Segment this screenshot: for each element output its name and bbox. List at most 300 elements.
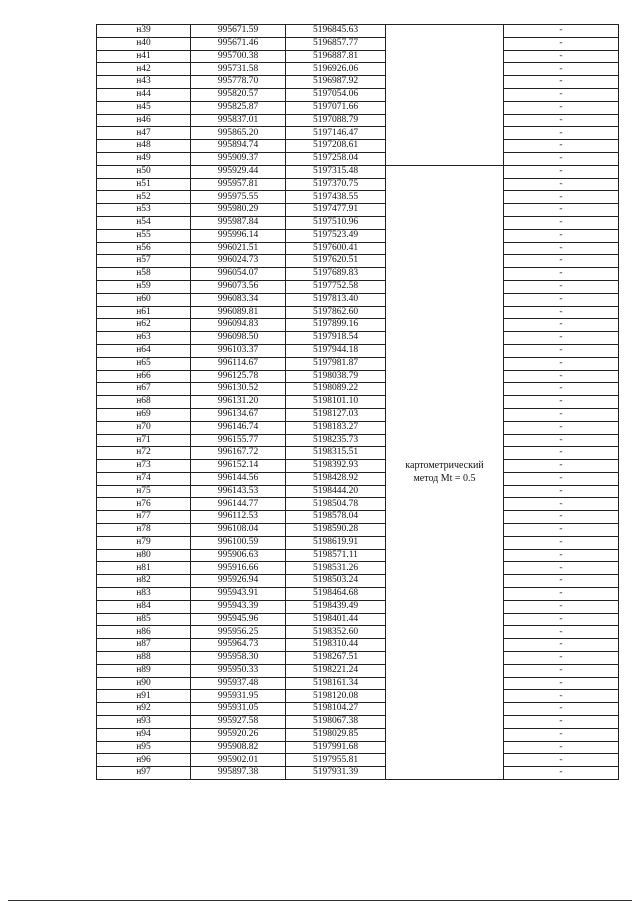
y-coordinate-cell: 5196987.92 — [286, 76, 386, 89]
table-row — [97, 191, 619, 204]
dash-cell: - — [504, 63, 619, 76]
x-coordinate-cell: 995931.05 — [191, 703, 286, 716]
point-id-cell: н76 — [97, 498, 191, 511]
table-row — [97, 511, 619, 524]
point-id-cell: н88 — [97, 652, 191, 665]
x-coordinate-cell: 995945.96 — [191, 613, 286, 626]
table-row — [97, 37, 619, 50]
x-coordinate-cell: 995920.26 — [191, 728, 286, 741]
y-coordinate-cell: 5198120.08 — [286, 690, 386, 703]
x-coordinate-cell: 995950.33 — [191, 664, 286, 677]
point-id-cell: н85 — [97, 613, 191, 626]
dash-cell: - — [504, 306, 619, 319]
x-coordinate-cell: 996134.67 — [191, 408, 286, 421]
y-coordinate-cell: 5197208.61 — [286, 140, 386, 153]
table-row — [97, 114, 619, 127]
y-coordinate-cell: 5198127.03 — [286, 408, 386, 421]
x-coordinate-cell: 995700.38 — [191, 50, 286, 63]
x-coordinate-cell: 996098.50 — [191, 332, 286, 345]
y-coordinate-cell: 5198221.24 — [286, 664, 386, 677]
y-coordinate-cell: 5198578.04 — [286, 511, 386, 524]
point-id-cell: н84 — [97, 600, 191, 613]
dash-cell: - — [504, 575, 619, 588]
x-coordinate-cell: 995958.30 — [191, 652, 286, 665]
dash-cell: - — [504, 421, 619, 434]
x-coordinate-cell: 996125.78 — [191, 370, 286, 383]
point-id-cell: н78 — [97, 524, 191, 537]
dash-cell: - — [504, 293, 619, 306]
table-row — [97, 229, 619, 242]
dash-cell: - — [504, 767, 619, 780]
y-coordinate-cell: 5197689.83 — [286, 268, 386, 281]
point-id-cell: н87 — [97, 639, 191, 652]
x-coordinate-cell: 995908.82 — [191, 741, 286, 754]
table-row — [97, 268, 619, 281]
dash-cell: - — [504, 332, 619, 345]
x-coordinate-cell: 996103.37 — [191, 344, 286, 357]
dash-cell: - — [504, 639, 619, 652]
y-coordinate-cell: 5198504.78 — [286, 498, 386, 511]
y-coordinate-cell: 5198089.22 — [286, 383, 386, 396]
table-row — [97, 728, 619, 741]
table-row — [97, 498, 619, 511]
point-id-cell: н44 — [97, 88, 191, 101]
y-coordinate-cell: 5196926.06 — [286, 63, 386, 76]
y-coordinate-cell: 5198439.49 — [286, 600, 386, 613]
point-id-cell: н54 — [97, 216, 191, 229]
dash-cell: - — [504, 741, 619, 754]
x-coordinate-cell: 996167.72 — [191, 447, 286, 460]
table-row — [97, 460, 619, 473]
y-coordinate-cell: 5198183.27 — [286, 421, 386, 434]
y-coordinate-cell: 5197054.06 — [286, 88, 386, 101]
table-body — [97, 25, 619, 780]
table-row — [97, 536, 619, 549]
dash-cell: - — [504, 268, 619, 281]
y-coordinate-cell: 5198029.85 — [286, 728, 386, 741]
dash-cell: - — [504, 498, 619, 511]
y-coordinate-cell: 5197370.75 — [286, 178, 386, 191]
dash-cell: - — [504, 613, 619, 626]
y-coordinate-cell: 5198235.73 — [286, 434, 386, 447]
y-coordinate-cell: 5197981.87 — [286, 357, 386, 370]
dash-cell: - — [504, 216, 619, 229]
point-id-cell: н48 — [97, 140, 191, 153]
x-coordinate-cell: 995916.66 — [191, 562, 286, 575]
point-id-cell: н86 — [97, 626, 191, 639]
table-row — [97, 741, 619, 754]
point-id-cell: н60 — [97, 293, 191, 306]
x-coordinate-cell: 995926.94 — [191, 575, 286, 588]
x-coordinate-cell: 996130.52 — [191, 383, 286, 396]
dash-cell: - — [504, 114, 619, 127]
point-id-cell: н66 — [97, 370, 191, 383]
point-id-cell: н70 — [97, 421, 191, 434]
point-id-cell: н69 — [97, 408, 191, 421]
point-id-cell: н39 — [97, 25, 191, 38]
method-cell — [386, 165, 504, 779]
page-bottom-rule — [8, 900, 632, 901]
x-coordinate-cell: 996021.51 — [191, 242, 286, 255]
y-coordinate-cell: 5197071.66 — [286, 101, 386, 114]
point-id-cell: н64 — [97, 344, 191, 357]
dash-cell: - — [504, 677, 619, 690]
table-row — [97, 165, 619, 178]
y-coordinate-cell: 5198464.68 — [286, 588, 386, 601]
table-row — [97, 524, 619, 537]
dash-cell: - — [504, 88, 619, 101]
point-id-cell: н83 — [97, 588, 191, 601]
x-coordinate-cell: 996144.77 — [191, 498, 286, 511]
point-id-cell: н81 — [97, 562, 191, 575]
point-id-cell: н50 — [97, 165, 191, 178]
dash-cell: - — [504, 101, 619, 114]
x-coordinate-cell: 995778.70 — [191, 76, 286, 89]
dash-cell: - — [504, 408, 619, 421]
table-row — [97, 703, 619, 716]
dash-cell: - — [504, 600, 619, 613]
point-id-cell: н71 — [97, 434, 191, 447]
dash-cell: - — [504, 280, 619, 293]
table-row — [97, 754, 619, 767]
table-row — [97, 357, 619, 370]
dash-cell: - — [504, 536, 619, 549]
y-coordinate-cell: 5198067.38 — [286, 716, 386, 729]
dash-cell: - — [504, 25, 619, 38]
y-coordinate-cell: 5198503.24 — [286, 575, 386, 588]
point-id-cell: н79 — [97, 536, 191, 549]
point-id-cell: н46 — [97, 114, 191, 127]
x-coordinate-cell: 995731.58 — [191, 63, 286, 76]
dash-cell: - — [504, 191, 619, 204]
y-coordinate-cell: 5197510.96 — [286, 216, 386, 229]
point-id-cell: н40 — [97, 37, 191, 50]
x-coordinate-cell: 995996.14 — [191, 229, 286, 242]
y-coordinate-cell: 5197944.18 — [286, 344, 386, 357]
y-coordinate-cell: 5198401.44 — [286, 613, 386, 626]
table-row — [97, 421, 619, 434]
y-coordinate-cell: 5198531.26 — [286, 562, 386, 575]
x-coordinate-cell: 996054.07 — [191, 268, 286, 281]
dash-cell: - — [504, 344, 619, 357]
table-row — [97, 562, 619, 575]
point-id-cell: н72 — [97, 447, 191, 460]
x-coordinate-cell: 996144.56 — [191, 472, 286, 485]
x-coordinate-cell: 995825.87 — [191, 101, 286, 114]
dash-cell: - — [504, 127, 619, 140]
y-coordinate-cell: 5196857.77 — [286, 37, 386, 50]
dash-cell: - — [504, 357, 619, 370]
x-coordinate-cell: 995929.44 — [191, 165, 286, 178]
x-coordinate-cell: 995943.91 — [191, 588, 286, 601]
dash-cell: - — [504, 165, 619, 178]
table-row — [97, 600, 619, 613]
point-id-cell: н91 — [97, 690, 191, 703]
y-coordinate-cell: 5197918.54 — [286, 332, 386, 345]
table-row — [97, 677, 619, 690]
dash-cell: - — [504, 434, 619, 447]
x-coordinate-cell: 995902.01 — [191, 754, 286, 767]
y-coordinate-cell: 5198315.51 — [286, 447, 386, 460]
table-row — [97, 127, 619, 140]
y-coordinate-cell: 5197088.79 — [286, 114, 386, 127]
x-coordinate-cell: 995894.74 — [191, 140, 286, 153]
y-coordinate-cell: 5196845.63 — [286, 25, 386, 38]
x-coordinate-cell: 996152.14 — [191, 460, 286, 473]
table-row — [97, 63, 619, 76]
x-coordinate-cell: 995671.46 — [191, 37, 286, 50]
x-coordinate-cell: 996155.77 — [191, 434, 286, 447]
point-id-cell: н90 — [97, 677, 191, 690]
table-row — [97, 575, 619, 588]
y-coordinate-cell: 5198428.92 — [286, 472, 386, 485]
point-id-cell: н61 — [97, 306, 191, 319]
x-coordinate-cell: 995987.84 — [191, 216, 286, 229]
y-coordinate-cell: 5197600.41 — [286, 242, 386, 255]
table-row — [97, 408, 619, 421]
table-row — [97, 383, 619, 396]
table-row — [97, 25, 619, 38]
y-coordinate-cell: 5198104.27 — [286, 703, 386, 716]
table-row — [97, 280, 619, 293]
point-id-cell: н62 — [97, 319, 191, 332]
point-id-cell: н47 — [97, 127, 191, 140]
table-row — [97, 255, 619, 268]
dash-cell: - — [504, 37, 619, 50]
x-coordinate-cell: 995909.37 — [191, 152, 286, 165]
dash-cell: - — [504, 370, 619, 383]
dash-cell: - — [504, 511, 619, 524]
point-id-cell: н89 — [97, 664, 191, 677]
x-coordinate-cell: 995937.48 — [191, 677, 286, 690]
point-id-cell: н55 — [97, 229, 191, 242]
point-id-cell: н75 — [97, 485, 191, 498]
point-id-cell: н42 — [97, 63, 191, 76]
dash-cell: - — [504, 690, 619, 703]
dash-cell: - — [504, 562, 619, 575]
y-coordinate-cell: 5197899.16 — [286, 319, 386, 332]
x-coordinate-cell: 996108.04 — [191, 524, 286, 537]
x-coordinate-cell: 996083.34 — [191, 293, 286, 306]
x-coordinate-cell: 995964.73 — [191, 639, 286, 652]
table-row — [97, 152, 619, 165]
y-coordinate-cell: 5198310.44 — [286, 639, 386, 652]
dash-cell: - — [504, 396, 619, 409]
x-coordinate-cell: 995956.25 — [191, 626, 286, 639]
table-row — [97, 306, 619, 319]
y-coordinate-cell: 5198444.20 — [286, 485, 386, 498]
table-row — [97, 140, 619, 153]
point-id-cell: н97 — [97, 767, 191, 780]
point-id-cell: н94 — [97, 728, 191, 741]
method-accuracy: метод Mt = 0.5 — [413, 473, 476, 485]
table-row — [97, 613, 619, 626]
y-coordinate-cell: 5197258.04 — [286, 152, 386, 165]
table-row — [97, 293, 619, 306]
x-coordinate-cell: 995980.29 — [191, 204, 286, 217]
point-id-cell: н41 — [97, 50, 191, 63]
dash-cell: - — [504, 229, 619, 242]
table-row — [97, 319, 619, 332]
point-id-cell: н51 — [97, 178, 191, 191]
x-coordinate-cell: 995820.57 — [191, 88, 286, 101]
x-coordinate-cell: 996131.20 — [191, 396, 286, 409]
table-row — [97, 485, 619, 498]
table-row — [97, 370, 619, 383]
point-id-cell: н82 — [97, 575, 191, 588]
dash-cell: - — [504, 485, 619, 498]
x-coordinate-cell: 996146.74 — [191, 421, 286, 434]
dash-cell: - — [504, 754, 619, 767]
point-id-cell: н77 — [97, 511, 191, 524]
point-id-cell: н45 — [97, 101, 191, 114]
y-coordinate-cell: 5197620.51 — [286, 255, 386, 268]
point-id-cell: н68 — [97, 396, 191, 409]
dash-cell: - — [504, 626, 619, 639]
point-id-cell: н52 — [97, 191, 191, 204]
x-coordinate-cell: 995671.59 — [191, 25, 286, 38]
table-row — [97, 716, 619, 729]
dash-cell: - — [504, 716, 619, 729]
dash-cell: - — [504, 447, 619, 460]
x-coordinate-cell: 995975.55 — [191, 191, 286, 204]
y-coordinate-cell: 5198161.34 — [286, 677, 386, 690]
point-id-cell: н59 — [97, 280, 191, 293]
y-coordinate-cell: 5198267.51 — [286, 652, 386, 665]
dash-cell: - — [504, 728, 619, 741]
x-coordinate-cell: 996024.73 — [191, 255, 286, 268]
dash-cell: - — [504, 549, 619, 562]
point-id-cell: н57 — [97, 255, 191, 268]
y-coordinate-cell: 5197146.47 — [286, 127, 386, 140]
dash-cell: - — [504, 242, 619, 255]
dash-cell: - — [504, 383, 619, 396]
point-id-cell: н53 — [97, 204, 191, 217]
point-id-cell: н74 — [97, 472, 191, 485]
point-id-cell: н73 — [97, 460, 191, 473]
table-row — [97, 204, 619, 217]
table-row — [97, 767, 619, 780]
point-id-cell: н43 — [97, 76, 191, 89]
point-id-cell: н63 — [97, 332, 191, 345]
dash-cell: - — [504, 76, 619, 89]
x-coordinate-cell: 996114.67 — [191, 357, 286, 370]
table-row — [97, 549, 619, 562]
point-id-cell: н56 — [97, 242, 191, 255]
x-coordinate-cell: 995906.63 — [191, 549, 286, 562]
dash-cell: - — [504, 140, 619, 153]
y-coordinate-cell: 5197931.39 — [286, 767, 386, 780]
x-coordinate-cell: 996073.56 — [191, 280, 286, 293]
y-coordinate-cell: 5198590.28 — [286, 524, 386, 537]
table-row — [97, 50, 619, 63]
table-row — [97, 690, 619, 703]
x-coordinate-cell: 996094.83 — [191, 319, 286, 332]
x-coordinate-cell: 995931.95 — [191, 690, 286, 703]
table-row — [97, 652, 619, 665]
table-row — [97, 639, 619, 652]
x-coordinate-cell: 995943.39 — [191, 600, 286, 613]
y-coordinate-cell: 5198101.10 — [286, 396, 386, 409]
y-coordinate-cell: 5198619.91 — [286, 536, 386, 549]
x-coordinate-cell: 995927.58 — [191, 716, 286, 729]
table-row — [97, 588, 619, 601]
point-id-cell: н67 — [97, 383, 191, 396]
method-cell-empty — [386, 25, 504, 166]
method-name: картометрический — [405, 460, 484, 472]
table-row — [97, 344, 619, 357]
table-row — [97, 664, 619, 677]
table-row — [97, 626, 619, 639]
dash-cell: - — [504, 50, 619, 63]
coordinates-table — [96, 24, 619, 780]
table-row — [97, 76, 619, 89]
x-coordinate-cell: 995957.81 — [191, 178, 286, 191]
dash-cell: - — [504, 460, 619, 473]
x-coordinate-cell: 996100.59 — [191, 536, 286, 549]
y-coordinate-cell: 5198392.93 — [286, 460, 386, 473]
y-coordinate-cell: 5197315.48 — [286, 165, 386, 178]
table-row — [97, 242, 619, 255]
table-row — [97, 434, 619, 447]
table-row — [97, 216, 619, 229]
dash-cell: - — [504, 524, 619, 537]
y-coordinate-cell: 5197813.40 — [286, 293, 386, 306]
dash-cell: - — [504, 204, 619, 217]
point-id-cell: н96 — [97, 754, 191, 767]
x-coordinate-cell: 996143.53 — [191, 485, 286, 498]
dash-cell: - — [504, 472, 619, 485]
table-row — [97, 178, 619, 191]
x-coordinate-cell: 995865.20 — [191, 127, 286, 140]
x-coordinate-cell: 995837.01 — [191, 114, 286, 127]
point-id-cell: н65 — [97, 357, 191, 370]
dash-cell: - — [504, 652, 619, 665]
table-row — [97, 101, 619, 114]
point-id-cell: н95 — [97, 741, 191, 754]
dash-cell: - — [504, 588, 619, 601]
point-id-cell: н93 — [97, 716, 191, 729]
table-row — [97, 472, 619, 485]
y-coordinate-cell: 5197477.91 — [286, 204, 386, 217]
x-coordinate-cell: 996112.53 — [191, 511, 286, 524]
y-coordinate-cell: 5197955.81 — [286, 754, 386, 767]
dash-cell: - — [504, 703, 619, 716]
y-coordinate-cell: 5198038.79 — [286, 370, 386, 383]
dash-cell: - — [504, 178, 619, 191]
y-coordinate-cell: 5198352.60 — [286, 626, 386, 639]
dash-cell: - — [504, 319, 619, 332]
dash-cell: - — [504, 255, 619, 268]
y-coordinate-cell: 5197991.68 — [286, 741, 386, 754]
table-row — [97, 332, 619, 345]
table-row — [97, 447, 619, 460]
point-id-cell: н92 — [97, 703, 191, 716]
y-coordinate-cell: 5198571.11 — [286, 549, 386, 562]
y-coordinate-cell: 5197523.49 — [286, 229, 386, 242]
table-row — [97, 396, 619, 409]
dash-cell: - — [504, 152, 619, 165]
point-id-cell: н80 — [97, 549, 191, 562]
dash-cell: - — [504, 664, 619, 677]
y-coordinate-cell: 5197752.58 — [286, 280, 386, 293]
x-coordinate-cell: 995897.38 — [191, 767, 286, 780]
x-coordinate-cell: 996089.81 — [191, 306, 286, 319]
table-row — [97, 88, 619, 101]
y-coordinate-cell: 5197438.55 — [286, 191, 386, 204]
y-coordinate-cell: 5196887.81 — [286, 50, 386, 63]
point-id-cell: н49 — [97, 152, 191, 165]
